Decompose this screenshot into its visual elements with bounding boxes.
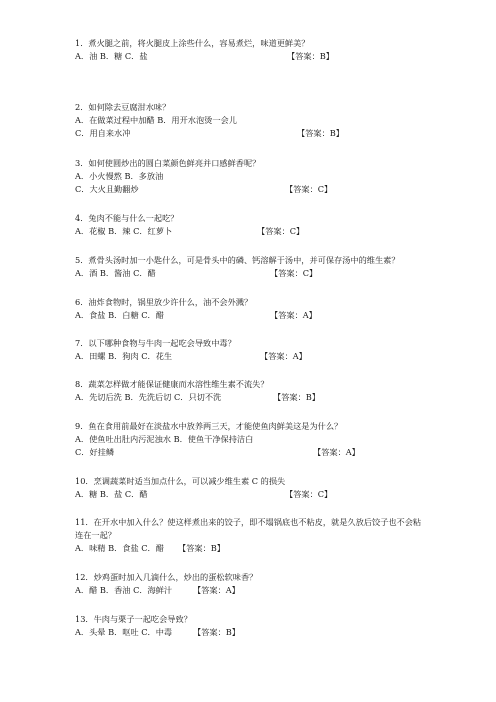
option-line bbox=[75, 309, 435, 322]
options-text: A．油 B．糖 C．盐 bbox=[75, 51, 148, 61]
question-block-2 bbox=[75, 101, 435, 140]
answer-text: 【答案：B】 bbox=[193, 627, 240, 637]
option-line bbox=[75, 626, 435, 639]
question-block-13 bbox=[75, 613, 435, 639]
options-text: C．用自来水冲 bbox=[75, 128, 131, 138]
question-block-3 bbox=[75, 157, 435, 196]
question-text: 10．烹调蔬菜时适当加点什么，可以减少维生素 C 的损失 bbox=[75, 476, 286, 486]
question-text: 9．鱼在食用前最好在淡盐水中放养两三天，才能使鱼肉鲜美这是为什么？ bbox=[75, 421, 343, 431]
question-block-5 bbox=[75, 254, 435, 280]
option-line: A．使鱼吐出肚内污泥浊水 B．使鱼干净保持洁白 bbox=[75, 434, 254, 444]
question-block-7 bbox=[75, 337, 435, 363]
question-block-12 bbox=[75, 571, 435, 597]
question-block-10 bbox=[75, 475, 435, 501]
question-text: 1．煮火腿之前，将火腿皮上涂些什么，容易煮烂，味道更鲜美？ bbox=[75, 38, 310, 48]
option-line bbox=[75, 391, 435, 404]
options-text: C．好挂鳞 bbox=[75, 447, 115, 457]
question-text: 3．如何使圆炒出的圆白菜颜色鲜亮并口感鲜香呢？ bbox=[75, 158, 261, 168]
options-text: A．醋 B．香油 C．海鲜汁 bbox=[75, 585, 173, 595]
option-line bbox=[75, 127, 435, 140]
options-text: A．花椒 B．辣 C．红萝卜 bbox=[75, 226, 173, 236]
options-text: A．头晕 B．呕吐 C．中毒 bbox=[75, 627, 173, 637]
question-text: 8．蔬菜怎样做才能保证健康而水溶性维生素不流失？ bbox=[75, 379, 269, 389]
options-text: A．食盐 B．白糖 C．醋 bbox=[75, 310, 164, 320]
answer-text: 【答案：C】 bbox=[285, 489, 333, 499]
question-text: 4．兔肉不能与什么一起吃？ bbox=[75, 213, 179, 223]
options-text: A．田螺 B．狗肉 C．花生 bbox=[75, 351, 173, 361]
question-block-6 bbox=[75, 296, 435, 322]
question-text: 5．煮骨头汤时加一小匙什么，可是骨头中的磷、钙溶解于汤中，并可保存汤中的维生素？ bbox=[75, 255, 400, 265]
question-text: 13．牛肉与栗子一起吃会导致？ bbox=[75, 614, 192, 624]
answer-text: 【答案：A】 bbox=[313, 447, 360, 457]
options-text: A．味精 B．食盐 C．醋 bbox=[75, 543, 164, 553]
question-text: 12．炒鸡蛋时加入几滴什么，炒出的蛋松软味香？ bbox=[75, 572, 258, 582]
answer-text: 【答案：C】 bbox=[270, 268, 318, 278]
question-text: 6．油炸食物时，锅里放少许什么，油不会外溅？ bbox=[75, 297, 253, 307]
answer-text: 【答案：C】 bbox=[285, 184, 333, 194]
option-line bbox=[75, 183, 435, 196]
question-text: 7．以下哪种食物与牛肉一起吃会导致中毒？ bbox=[75, 338, 236, 348]
answer-text: 【答案：B】 bbox=[178, 543, 225, 553]
answer-text: 【答案：A】 bbox=[193, 585, 240, 595]
option-line bbox=[75, 488, 435, 501]
option-line: A．在做菜过程中加醋 B．用开水泡烫一会儿 bbox=[75, 115, 237, 125]
options-text: C．大火且勤翻炒 bbox=[75, 184, 139, 194]
answer-text: 【答案：C】 bbox=[257, 226, 305, 236]
option-line bbox=[75, 50, 435, 63]
answer-text: 【答案：B】 bbox=[297, 128, 344, 138]
question-block-1 bbox=[75, 37, 435, 63]
question-block-4 bbox=[75, 212, 435, 238]
question-text: 2．如何除去豆腐泔水味？ bbox=[75, 102, 171, 112]
answer-text: 【答案：B】 bbox=[287, 51, 334, 61]
answer-text: 【答案：A】 bbox=[270, 310, 317, 320]
options-text: A．糖 B．盐 C．醋 bbox=[75, 489, 148, 499]
option-line bbox=[75, 225, 435, 238]
options-text: A．先切后洗 B．先洗后切 C．只切不洗 bbox=[75, 392, 222, 402]
question-text: 11．在开水中加入什么？使这样煮出来的饺子，即不塌锅底也不粘皮，就是久放后饺子也不会粘连在一起？ bbox=[75, 517, 422, 540]
question-block-11 bbox=[75, 516, 435, 555]
option-line bbox=[75, 584, 435, 597]
option-line: A．小火慢熬 B．多放油 bbox=[75, 171, 164, 181]
option-line bbox=[75, 350, 435, 363]
option-line bbox=[75, 267, 435, 280]
option-line bbox=[75, 446, 435, 459]
option-line bbox=[75, 542, 435, 555]
options-text: A．酒 B．酱油 C．醋 bbox=[75, 268, 156, 278]
answer-text: 【答案：B】 bbox=[273, 392, 320, 402]
question-block-8 bbox=[75, 378, 435, 404]
answer-text: 【答案：A】 bbox=[260, 351, 307, 361]
question-block-9 bbox=[75, 420, 435, 459]
